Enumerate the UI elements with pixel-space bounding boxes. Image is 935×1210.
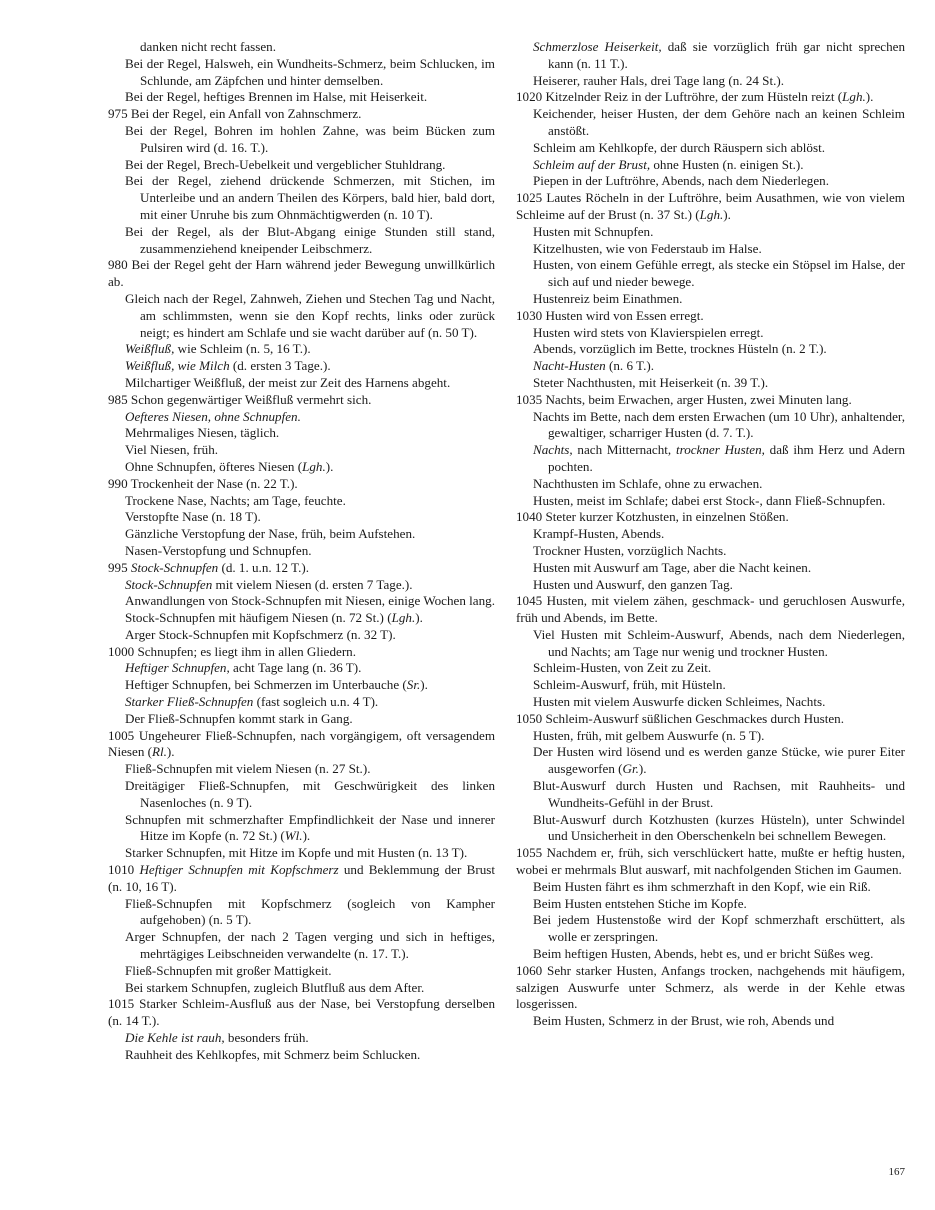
- right-entry: [516, 39, 905, 73]
- italic-text: Heftiger Schnupfen mit Kopfschmerz: [139, 862, 339, 878]
- text: Bei der Regel, Brech-Uebelkeit und vergeblicher Stuhldrang.: [125, 156, 446, 172]
- left-entry: [108, 123, 495, 157]
- italic-text: Die Kehle ist rauh,: [125, 1030, 225, 1046]
- text: Schnupfen mit schmerzhafter Empfindlichkeit der Nase und innerer Hitze im Kopfe (n. 72 St.) (: [125, 811, 495, 844]
- text: Fließ-Schnupfen mit vielem Niesen (n. 27 St.).: [125, 761, 371, 777]
- italic-text: Weißfluß, wie Milch: [125, 358, 230, 374]
- text: 1060 Sehr starker Husten, Anfangs trocken, nachgehends mit häufigem, salzigen Auswurfe unter Schmerz, als werde in der Kehle etwas losgerissen.: [516, 962, 905, 1012]
- left-entry: [108, 459, 495, 476]
- left-entry: [108, 224, 495, 258]
- text: Husten mit vielem Auswurfe dicken Schleimes, Nachts.: [533, 694, 826, 710]
- right-entry: [516, 257, 905, 291]
- text: Husten mit Schnupfen.: [533, 223, 654, 239]
- text: Der Fließ-Schnupfen kommt stark in Gang.: [125, 710, 353, 726]
- italic-text: Wl.: [284, 828, 303, 844]
- text: ohne Husten (n. einigen St.).: [650, 156, 804, 172]
- text: Husten wird stets von Klavierspielen erregt.: [533, 324, 764, 340]
- left-entry: [108, 660, 495, 677]
- right-entry: [516, 375, 905, 392]
- text: Rauhheit des Kehlkopfes, mit Schmerz beim Schlucken.: [125, 1046, 421, 1062]
- right-entry: [516, 711, 905, 728]
- left-entry: [108, 173, 495, 223]
- text: (n. 6 T.).: [605, 358, 654, 374]
- text: Husten, von einem Gefühle erregt, als stecke ein Stöpsel im Halse, der sich auf und nieder bewege.: [533, 257, 905, 290]
- left-entry: [108, 929, 495, 963]
- right-entry: [516, 291, 905, 308]
- text: ).: [166, 744, 175, 760]
- italic-text: Nacht-Husten: [533, 358, 606, 374]
- left-entry: [108, 963, 495, 980]
- text: Bei der Regel, Halsweh, ein Wundheits-Schmerz, beim Schlucken, im Schlunde, am Zäpfchen und hinter demselben.: [125, 55, 495, 88]
- right-entry: [516, 627, 905, 661]
- text: Husten, früh, mit gelbem Auswurfe (n. 5 T).: [533, 727, 765, 743]
- right-entry: [516, 476, 905, 493]
- text: Piepen in der Luftröhre, Abends, nach dem Niederlegen.: [533, 173, 829, 189]
- right-entry: [516, 543, 905, 560]
- text: 985 Schon gegenwärtiger Weißfluß vermehrt sich.: [108, 391, 372, 407]
- text: acht Tage lang (n. 36 T).: [229, 660, 362, 676]
- text: Anwandlungen von Stock-Schnupfen mit Niesen, einige Wochen lang.: [125, 593, 495, 609]
- right-entry: [516, 392, 905, 409]
- italic-text: Stock-Schnupfen: [130, 559, 219, 575]
- right-entry: [516, 946, 905, 963]
- text: Bei der Regel, heftiges Brennen im Halse, mit Heiserkeit.: [125, 89, 428, 105]
- right-column: [516, 39, 905, 1030]
- text: 980 Bei der Regel geht der Harn während jeder Bewegung unwillkürlich ab.: [108, 257, 495, 290]
- italic-text: Lgh.: [302, 458, 326, 474]
- text: 1050 Schleim-Auswurf süßlichen Geschmackes durch Husten.: [516, 710, 844, 726]
- text: Starker Schnupfen, mit Hitze im Kopfe und mit Husten (n. 13 T).: [125, 845, 468, 861]
- text: ).: [723, 206, 731, 222]
- text: Der Husten wird lösend und es werden ganze Stücke, wie purer Eiter ausgeworfen (: [533, 744, 905, 777]
- right-entry: [516, 1013, 905, 1030]
- right-entry: [516, 509, 905, 526]
- text: Kitzelhusten, wie von Federstaub im Halse.: [533, 240, 762, 256]
- text: ).: [302, 828, 311, 844]
- left-entry: [108, 291, 495, 341]
- italic-text: Rl.: [152, 744, 167, 760]
- right-entry: [516, 358, 905, 375]
- text: 1015 Starker Schleim-Ausfluß aus der Nase, bei Verstopfung derselben (n. 14 T.).: [108, 996, 495, 1029]
- italic-text: Schleim auf der Brust,: [533, 156, 651, 172]
- left-entry: [108, 778, 495, 812]
- text: (d. 1. u.n. 12 T.).: [218, 559, 309, 575]
- left-entry: [108, 157, 495, 174]
- right-entry: [516, 577, 905, 594]
- right-entry: [516, 744, 905, 778]
- text: 1025 Lautes Röcheln in der Luftröhre, beim Ausathmen, wie von vielem Schleime auf der Brust (n. 37 St.) (: [516, 190, 905, 222]
- left-entry: [108, 694, 495, 711]
- left-entry: [108, 425, 495, 442]
- text: ).: [638, 761, 647, 777]
- right-entry: [516, 896, 905, 913]
- text: ).: [415, 610, 423, 626]
- text: Keichender, heiser Husten, der dem Gehöre nach an keinen Schleim anstößt.: [533, 106, 905, 138]
- right-entry: [516, 677, 905, 694]
- text: Nasen-Verstopfung und Schnupfen.: [125, 542, 312, 558]
- left-entry: [108, 106, 495, 123]
- right-entry: [516, 493, 905, 510]
- text: Schleim-Husten, von Zeit zu Zeit.: [533, 660, 712, 676]
- text: 1030 Husten wird von Essen erregt.: [516, 307, 704, 323]
- text: Trockene Nase, Nachts; am Tage, feuchte.: [125, 492, 346, 508]
- italic-text: Stock-Schnupfen: [125, 576, 213, 592]
- text: daß ihm Herz und Adern pochten.: [548, 442, 905, 474]
- text: 1055 Nachdem er, früh, sich verschlückert hatte, mußte er heftig husten, wobei er mehrmals Blut auswarf, mit nachfolgenden Stichen im Gaumen.: [516, 845, 905, 878]
- right-entry: [516, 593, 905, 627]
- text: daß sie vorzüglich früh gar nicht sprechen kann (n. 11 T.).: [548, 39, 906, 71]
- left-entry: [108, 728, 495, 762]
- right-entry: [516, 845, 905, 879]
- right-entry: [516, 778, 905, 812]
- italic-text: Weißfluß,: [125, 341, 175, 357]
- right-entry: [516, 157, 905, 174]
- right-entry: [516, 173, 905, 190]
- text: danken nicht recht fassen.: [140, 39, 276, 54]
- right-entry: [516, 308, 905, 325]
- text: Husten und Auswurf, den ganzen Tag.: [533, 576, 733, 592]
- right-entry: [516, 341, 905, 358]
- left-entry: [108, 577, 495, 594]
- text: Schleim am Kehlkopfe, der durch Räuspern sich ablöst.: [533, 139, 825, 155]
- left-entry: [108, 845, 495, 862]
- italic-text: trockner Husten,: [675, 442, 765, 458]
- text: ).: [420, 677, 428, 693]
- left-entry: [108, 980, 495, 997]
- text: Beim Husten fährt es ihm schmerzhaft in den Kopf, wie ein Riß.: [533, 878, 871, 894]
- text: 1040 Steter kurzer Kotzhusten, in einzelnen Stößen.: [516, 509, 789, 525]
- left-entry: [108, 442, 495, 459]
- text: Abends, vorzüglich im Bette, trocknes Hüsteln (n. 2 T.).: [533, 341, 827, 357]
- right-entry: [516, 728, 905, 745]
- text: Blut-Auswurf durch Husten und Rachsen, mit Rauhheits- und Wundheits-Gefühl in der Brust.: [533, 778, 905, 810]
- text: Beim heftigen Husten, Abends, hebt es, und er bricht Süßes weg.: [533, 946, 874, 962]
- left-entry: [108, 644, 495, 661]
- text: ).: [325, 458, 334, 474]
- text: Gänzliche Verstopfung der Nase, früh, beim Aufstehen.: [125, 526, 416, 542]
- text: Arger Stock-Schnupfen mit Kopfschmerz (n. 32 T).: [125, 626, 396, 642]
- text: Ohne Schnupfen, öfteres Niesen (: [125, 458, 303, 474]
- text: Fließ-Schnupfen mit großer Mattigkeit.: [125, 962, 332, 978]
- text: Krampf-Husten, Abends.: [533, 526, 665, 542]
- italic-text: Lgh.: [699, 206, 724, 222]
- text: Arger Schnupfen, der nach 2 Tagen verging und sich in heftiges, mehrtägiges Leibschneiden verwandelte (n. 17. T.).: [125, 929, 495, 962]
- right-entry: [516, 442, 905, 476]
- left-column: [108, 39, 495, 1064]
- left-entry: [108, 677, 495, 694]
- right-entry: [516, 560, 905, 577]
- text: nach Mitternacht,: [572, 442, 676, 458]
- text: Beim Husten entstehen Stiche im Kopfe.: [533, 895, 747, 911]
- text: Heiserer, rauher Hals, drei Tage lang (n. 24 St.).: [533, 72, 785, 88]
- text: Husten, meist im Schlafe; dabei erst Stock-, dann Fließ-Schnupfen.: [533, 492, 886, 508]
- text: 1005 Ungeheurer Fließ-Schnupfen, nach vorgängigem, oft versagendem Niesen (: [108, 727, 495, 760]
- text: Dreitägiger Fließ-Schnupfen, mit Geschwürigkeit des linken Nasenloches (n. 9 T).: [125, 778, 495, 810]
- text: besonders früh.: [224, 1030, 309, 1046]
- text: 1020 Kitzelnder Reiz in der Luftröhre, der zum Hüsteln reizt (: [516, 89, 843, 105]
- text: Nachts im Bette, nach dem ersten Erwachen (um 10 Uhr), anhaltender, gewaltiger, scharriger Husten (d. 7. T.).: [533, 408, 905, 441]
- right-entry: [516, 879, 905, 896]
- right-entry: [516, 325, 905, 342]
- left-entry: [108, 56, 495, 90]
- text: ).: [865, 89, 874, 105]
- left-entry: [108, 560, 495, 577]
- text: Viel Niesen, früh.: [125, 442, 219, 458]
- text: Milchartiger Weißfluß, der meist zur Zeit des Harnens abgeht.: [125, 374, 451, 390]
- text: Bei starkem Schnupfen, zugleich Blutfluß aus dem After.: [125, 979, 425, 995]
- text: Bei der Regel, als der Blut-Abgang einige Stunden still stand, zusammenziehend kneipender Leibschmerz.: [125, 223, 495, 256]
- right-entry: [516, 812, 905, 846]
- text: Steter Nachthusten, mit Heiserkeit (n. 39 T.).: [533, 374, 769, 390]
- text: Verstopfte Nase (n. 18 T).: [125, 509, 261, 525]
- right-entry: [516, 912, 905, 946]
- left-entry: [108, 39, 495, 56]
- right-entry: [516, 106, 905, 140]
- text: Nachthusten im Schlafe, ohne zu erwachen.: [533, 475, 763, 491]
- right-entry: [516, 660, 905, 677]
- text: Bei der Regel, Bohren im hohlen Zahne, was beim Bücken zum Pulsiren wird (d. 16. T.).: [125, 122, 495, 155]
- left-entry: [108, 89, 495, 106]
- left-entry: [108, 711, 495, 728]
- text: 990 Trockenheit der Nase (n. 22 T.).: [108, 475, 298, 491]
- left-entry: [108, 627, 495, 644]
- left-entry: [108, 996, 495, 1030]
- italic-text: Gr.: [622, 761, 639, 777]
- text: Beim Husten, Schmerz in der Brust, wie roh, Abends und: [533, 1013, 835, 1029]
- text: Schleim-Auswurf, früh, mit Hüsteln.: [533, 677, 726, 693]
- text: (d. ersten 3 Tage.).: [229, 358, 331, 374]
- left-entry: [108, 341, 495, 358]
- left-entry: [108, 1047, 495, 1064]
- text: 1010: [108, 862, 140, 878]
- left-entry: [108, 358, 495, 375]
- text: Blut-Auswurf durch Kotzhusten (kurzes Hüsteln), unter Schwindel und Unsicherheit in den Oberschenkeln bei schnellem Bewegen.: [533, 811, 905, 844]
- text: 1035 Nachts, beim Erwachen, arger Husten, zwei Minuten lang.: [516, 391, 852, 407]
- text: 1045 Husten, mit vielem zähen, geschmack- und geruchlosen Auswurfe, früh und Abends, im Bette.: [516, 593, 905, 626]
- left-entry: [108, 761, 495, 778]
- left-entry: [108, 593, 495, 610]
- right-entry: [516, 190, 905, 224]
- right-entry: [516, 409, 905, 443]
- text: Bei jedem Hustenstoße wird der Kopf schmerzhaft erschüttert, als wolle er zerspringen.: [533, 912, 905, 945]
- right-entry: [516, 73, 905, 90]
- text: Gleich nach der Regel, Zahnweh, Ziehen und Stechen Tag und Nacht, am schlimmsten, wenn sie den Kopf rechts, links oder zurück neigt; es hindert am Schlafe und sie wacht darüber auf (n. 50 T).: [125, 290, 495, 340]
- right-entry: [516, 963, 905, 1013]
- text: 1000 Schnupfen; es liegt ihm in allen Gliedern.: [108, 643, 357, 659]
- text: Stock-Schnupfen mit häufigem Niesen (n. 72 St.) (: [125, 610, 392, 626]
- right-entry: [516, 526, 905, 543]
- italic-text: Oefteres Niesen, ohne Schnupfen.: [125, 408, 301, 424]
- left-entry: [108, 1030, 495, 1047]
- text: (fast sogleich u.n. 4 T).: [253, 694, 379, 710]
- italic-text: Nachts,: [533, 442, 573, 458]
- italic-text: Starker Fließ-Schnupfen: [125, 694, 254, 710]
- left-entry: [108, 476, 495, 493]
- italic-text: Heftiger Schnupfen,: [125, 660, 230, 676]
- text: Heftiger Schnupfen, bei Schmerzen im Unterbauche (: [125, 677, 407, 693]
- left-entry: [108, 392, 495, 409]
- left-entry: [108, 610, 495, 627]
- text: 975 Bei der Regel, ein Anfall von Zahnschmerz.: [108, 106, 362, 122]
- page-number: 167: [888, 1166, 905, 1178]
- text: Fließ-Schnupfen mit Kopfschmerz (sogleich von Kampher aufgehoben) (n. 5 T).: [125, 895, 495, 928]
- text: Mehrmaliges Niesen, täglich.: [125, 425, 280, 441]
- italic-text: Schmerzlose Heiserkeit,: [533, 39, 662, 54]
- left-entry: [108, 896, 495, 930]
- text: 995: [108, 559, 131, 575]
- text: Trockner Husten, vorzüglich Nachts.: [533, 542, 727, 558]
- text: und Beklemmung der Brust (n. 10, 16 T).: [108, 862, 495, 894]
- right-entry: [516, 241, 905, 258]
- text: Bei der Regel, ziehend drückende Schmerzen, mit Stichen, im Unterleibe und an andern Theilen des Körpers, bald hier, bald dort, mit einer Unruhe bis zum Ohnmächtigwerden (n. 10 T).: [125, 173, 495, 222]
- left-entry: [108, 862, 495, 896]
- left-entry: [108, 493, 495, 510]
- text: Viel Husten mit Schleim-Auswurf, Abends, nach dem Niederlegen, und Nachts; am Tage nur wenig und trockner Husten.: [533, 626, 905, 659]
- left-entry: [108, 257, 495, 291]
- right-entry: [516, 224, 905, 241]
- italic-text: Lgh.: [391, 610, 416, 626]
- text: mit vielem Niesen (d. ersten 7 Tage.).: [212, 576, 413, 592]
- text: wie Schleim (n. 5, 16 T.).: [174, 341, 311, 357]
- left-entry: [108, 409, 495, 426]
- left-entry: [108, 526, 495, 543]
- right-entry: [516, 89, 905, 106]
- italic-text: Sr.: [406, 677, 421, 693]
- left-entry: [108, 543, 495, 560]
- text: Husten mit Auswurf am Tage, aber die Nacht keinen.: [533, 559, 812, 575]
- right-entry: [516, 140, 905, 157]
- text: Hustenreiz beim Einathmen.: [533, 290, 683, 306]
- left-entry: [108, 812, 495, 846]
- left-entry: [108, 509, 495, 526]
- italic-text: Lgh.: [842, 89, 866, 105]
- left-entry: [108, 375, 495, 392]
- right-entry: [516, 694, 905, 711]
